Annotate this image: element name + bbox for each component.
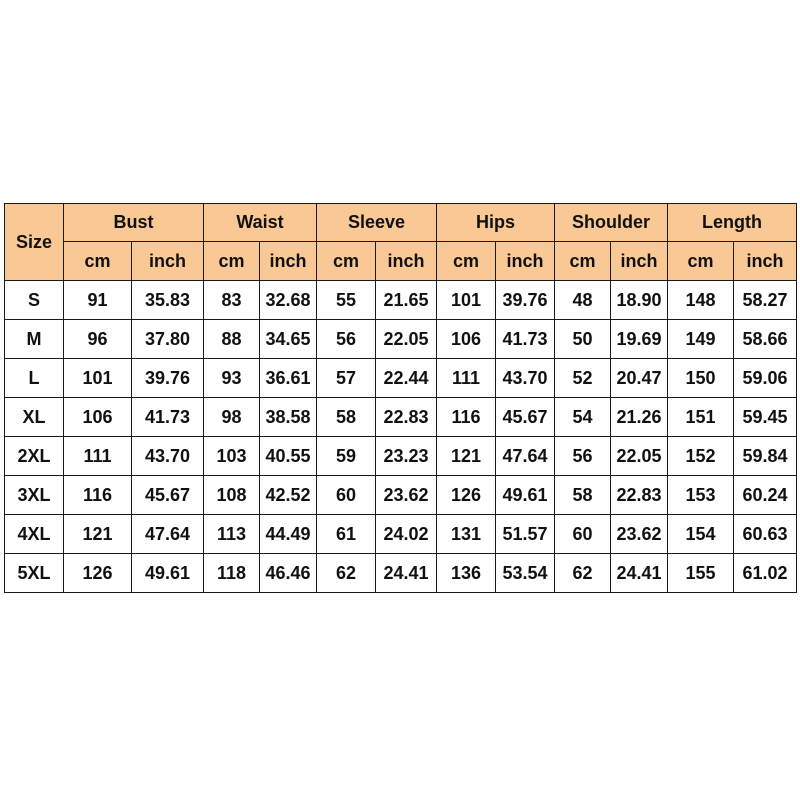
- measurement-cell: 59.84: [734, 437, 797, 476]
- measurement-cell: 59.45: [734, 398, 797, 437]
- measurement-cell: 106: [437, 320, 496, 359]
- measurement-cell: 136: [437, 554, 496, 593]
- measurement-cell: 41.73: [132, 398, 204, 437]
- measurement-cell: 24.02: [376, 515, 437, 554]
- measurement-cell: 21.65: [376, 281, 437, 320]
- table-row: [5, 554, 797, 593]
- measurement-cell: 118: [204, 554, 260, 593]
- measurement-cell: 24.41: [376, 554, 437, 593]
- unit-header: inch: [734, 242, 797, 281]
- measurement-cell: 49.61: [132, 554, 204, 593]
- measurement-cell: 23.62: [611, 515, 668, 554]
- measurement-cell: 19.69: [611, 320, 668, 359]
- size-cell: 3XL: [5, 476, 64, 515]
- bust-header: Bust: [64, 204, 204, 242]
- unit-header: cm: [555, 242, 611, 281]
- measurement-cell: 43.70: [132, 437, 204, 476]
- measurement-cell: 23.23: [376, 437, 437, 476]
- measurement-cell: 60: [317, 476, 376, 515]
- measurement-cell: 108: [204, 476, 260, 515]
- measurement-cell: 32.68: [260, 281, 317, 320]
- measurement-cell: 152: [668, 437, 734, 476]
- measurement-cell: 58: [555, 476, 611, 515]
- measurement-cell: 59.06: [734, 359, 797, 398]
- measurement-cell: 62: [555, 554, 611, 593]
- measurement-cell: 41.73: [496, 320, 555, 359]
- unit-header: cm: [204, 242, 260, 281]
- size-chart-table: [4, 203, 797, 593]
- measurement-cell: 60: [555, 515, 611, 554]
- measurement-cell: 98: [204, 398, 260, 437]
- measurement-cell: 50: [555, 320, 611, 359]
- measurement-cell: 56: [317, 320, 376, 359]
- measurement-cell: 131: [437, 515, 496, 554]
- size-cell: S: [5, 281, 64, 320]
- measurement-cell: 47.64: [496, 437, 555, 476]
- unit-header: inch: [496, 242, 555, 281]
- measurement-cell: 56: [555, 437, 611, 476]
- measurement-cell: 154: [668, 515, 734, 554]
- measurement-cell: 39.76: [496, 281, 555, 320]
- measurement-cell: 111: [437, 359, 496, 398]
- table-row: [5, 476, 797, 515]
- measurement-cell: 18.90: [611, 281, 668, 320]
- measurement-cell: 35.83: [132, 281, 204, 320]
- size-cell: M: [5, 320, 64, 359]
- measurement-cell: 24.41: [611, 554, 668, 593]
- measurement-cell: 121: [64, 515, 132, 554]
- measurement-cell: 22.05: [376, 320, 437, 359]
- measurement-cell: 22.83: [611, 476, 668, 515]
- measurement-cell: 21.26: [611, 398, 668, 437]
- measurement-cell: 57: [317, 359, 376, 398]
- measurement-cell: 45.67: [132, 476, 204, 515]
- measurement-cell: 45.67: [496, 398, 555, 437]
- measurement-cell: 62: [317, 554, 376, 593]
- shoulder-header: Shoulder: [555, 204, 668, 242]
- measurement-cell: 49.61: [496, 476, 555, 515]
- measurement-cell: 34.65: [260, 320, 317, 359]
- measurement-cell: 148: [668, 281, 734, 320]
- measurement-cell: 96: [64, 320, 132, 359]
- hips-header: Hips: [437, 204, 555, 242]
- unit-header: inch: [132, 242, 204, 281]
- header-group-row: [5, 204, 797, 242]
- header-unit-row: [5, 242, 797, 281]
- unit-header: cm: [668, 242, 734, 281]
- measurement-cell: 58.27: [734, 281, 797, 320]
- measurement-cell: 88: [204, 320, 260, 359]
- unit-header: cm: [437, 242, 496, 281]
- measurement-cell: 61.02: [734, 554, 797, 593]
- unit-header: inch: [376, 242, 437, 281]
- size-cell: L: [5, 359, 64, 398]
- measurement-cell: 149: [668, 320, 734, 359]
- measurement-cell: 101: [64, 359, 132, 398]
- measurement-cell: 111: [64, 437, 132, 476]
- measurement-cell: 58.66: [734, 320, 797, 359]
- measurement-cell: 40.55: [260, 437, 317, 476]
- table-row: [5, 515, 797, 554]
- unit-header: inch: [260, 242, 317, 281]
- measurement-cell: 116: [64, 476, 132, 515]
- measurement-cell: 126: [64, 554, 132, 593]
- measurement-cell: 150: [668, 359, 734, 398]
- measurement-cell: 54: [555, 398, 611, 437]
- measurement-cell: 93: [204, 359, 260, 398]
- size-chart-body: [5, 281, 797, 593]
- table-row: [5, 281, 797, 320]
- measurement-cell: 59: [317, 437, 376, 476]
- measurement-cell: 91: [64, 281, 132, 320]
- measurement-cell: 113: [204, 515, 260, 554]
- measurement-cell: 51.57: [496, 515, 555, 554]
- measurement-cell: 126: [437, 476, 496, 515]
- measurement-cell: 121: [437, 437, 496, 476]
- measurement-cell: 101: [437, 281, 496, 320]
- measurement-cell: 55: [317, 281, 376, 320]
- length-header: Length: [668, 204, 797, 242]
- size-cell: 2XL: [5, 437, 64, 476]
- measurement-cell: 22.83: [376, 398, 437, 437]
- table-row: [5, 398, 797, 437]
- measurement-cell: 58: [317, 398, 376, 437]
- measurement-cell: 20.47: [611, 359, 668, 398]
- measurement-cell: 22.05: [611, 437, 668, 476]
- table-row: [5, 437, 797, 476]
- size-cell: 4XL: [5, 515, 64, 554]
- measurement-cell: 155: [668, 554, 734, 593]
- measurement-cell: 60.63: [734, 515, 797, 554]
- table-row: [5, 359, 797, 398]
- measurement-cell: 83: [204, 281, 260, 320]
- measurement-cell: 61: [317, 515, 376, 554]
- size-cell: XL: [5, 398, 64, 437]
- measurement-cell: 36.61: [260, 359, 317, 398]
- sleeve-header: Sleeve: [317, 204, 437, 242]
- measurement-cell: 116: [437, 398, 496, 437]
- measurement-cell: 151: [668, 398, 734, 437]
- measurement-cell: 43.70: [496, 359, 555, 398]
- unit-header: cm: [317, 242, 376, 281]
- table-row: [5, 320, 797, 359]
- measurement-cell: 37.80: [132, 320, 204, 359]
- measurement-cell: 106: [64, 398, 132, 437]
- measurement-cell: 42.52: [260, 476, 317, 515]
- measurement-cell: 44.49: [260, 515, 317, 554]
- unit-header: cm: [64, 242, 132, 281]
- measurement-cell: 52: [555, 359, 611, 398]
- measurement-cell: 22.44: [376, 359, 437, 398]
- waist-header: Waist: [204, 204, 317, 242]
- measurement-cell: 60.24: [734, 476, 797, 515]
- measurement-cell: 39.76: [132, 359, 204, 398]
- size-cell: 5XL: [5, 554, 64, 593]
- measurement-cell: 47.64: [132, 515, 204, 554]
- measurement-cell: 103: [204, 437, 260, 476]
- unit-header: inch: [611, 242, 668, 281]
- size-column-header: Size: [5, 204, 64, 281]
- measurement-cell: 46.46: [260, 554, 317, 593]
- measurement-cell: 38.58: [260, 398, 317, 437]
- measurement-cell: 153: [668, 476, 734, 515]
- measurement-cell: 48: [555, 281, 611, 320]
- measurement-cell: 53.54: [496, 554, 555, 593]
- measurement-cell: 23.62: [376, 476, 437, 515]
